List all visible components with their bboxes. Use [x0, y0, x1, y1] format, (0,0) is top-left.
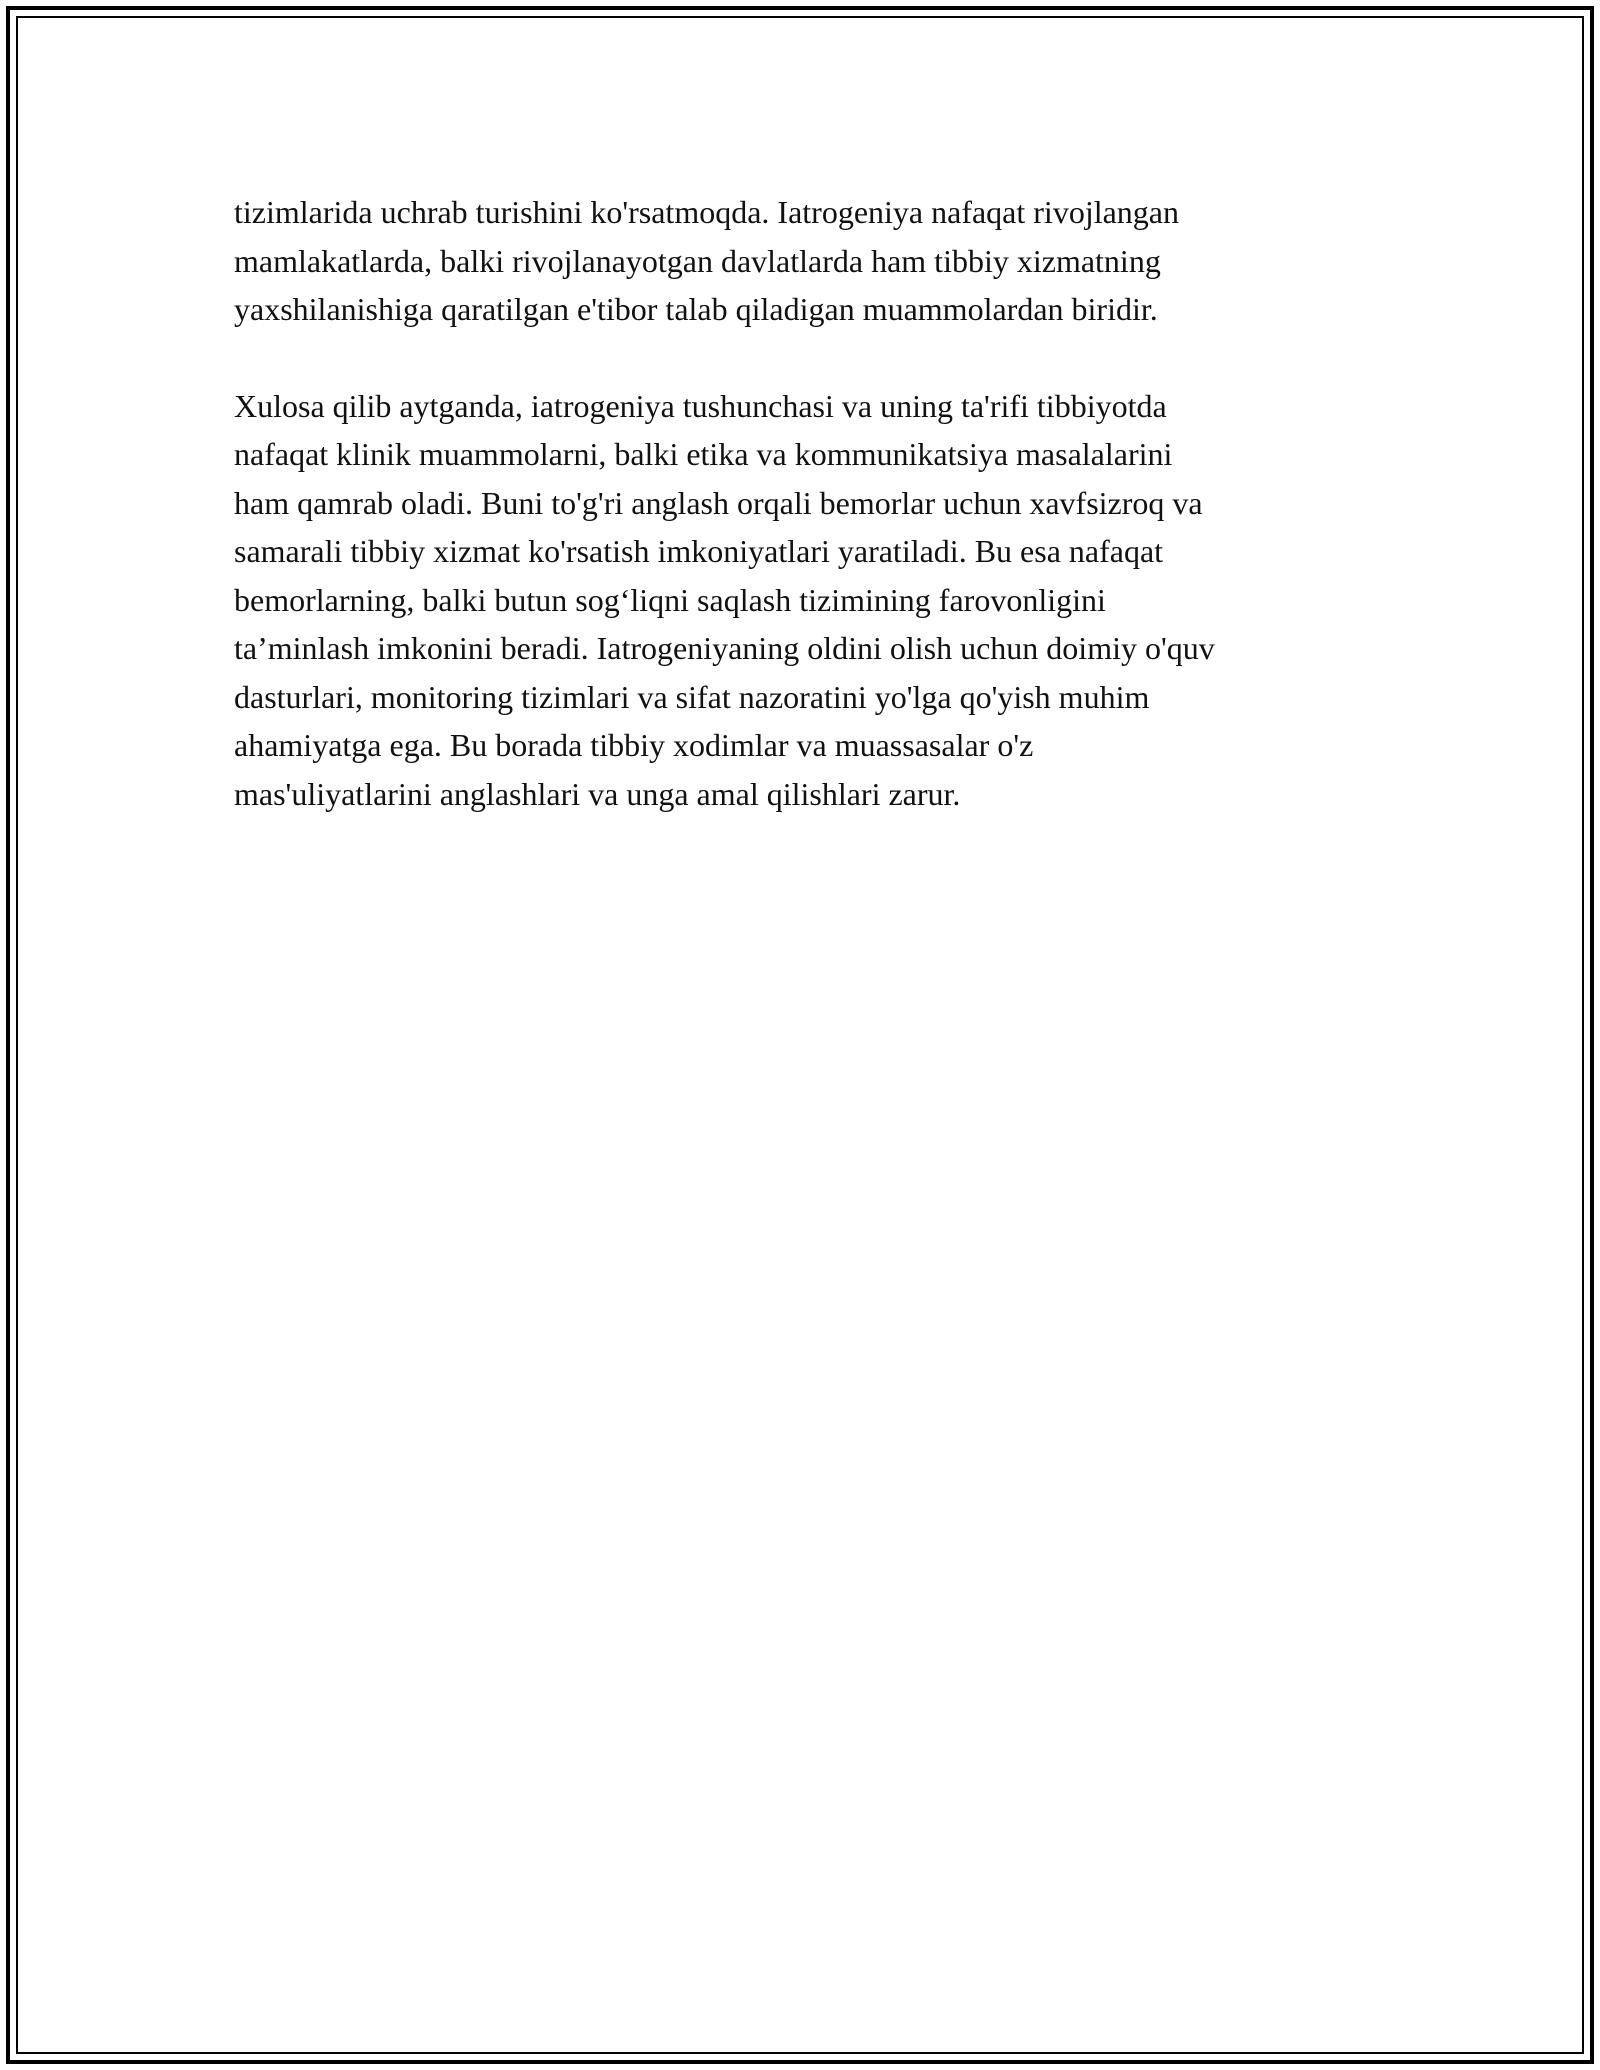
text-line: ham qamrab oladi. Buni to'g'ri anglash orqali bemorlar uchun xavfsizroq va [234, 484, 1203, 521]
document-page [6, 6, 1594, 2064]
text-line: mamlakatlarda, balki rivojlanayotgan davlatlarda ham tibbiy xizmatning [234, 242, 1161, 279]
paragraph-2 [234, 382, 1394, 819]
text-line: nafaqat klinik muammolarni, balki etika va kommunikatsiya masalalarini [234, 436, 1173, 472]
text-line: tizimlarida uchrab turishini ko'rsatmoqda. Iatrogeniya nafaqat rivojlangan [234, 194, 1179, 230]
text-line: samarali tibbiy xizmat ko'rsatish imkoniyatlari yaratiladi. Bu esa nafaqat [234, 533, 1164, 569]
text-line: bemorlarning, balki butun sog‘liqni saqlash tizimining farovonligini [234, 581, 1106, 618]
text-line: ta’minlash imkonini beradi. Iatrogeniyaning oldini olish uchun doimiy o'quv [234, 630, 1215, 666]
document-body [234, 188, 1394, 818]
text-line: Xulosa qilib aytganda, iatrogeniya tushunchasi va uning ta'rifi tibbiyotda [234, 387, 1167, 424]
text-line: mas'uliyatlarini anglashlari va unga amal qilishlari zarur. [234, 775, 961, 812]
text-line: dasturlari, monitoring tizimlari va sifat nazoratini yo'lga qo'yish muhim [234, 678, 1150, 715]
text-line: yaxshilanishiga qaratilgan e'tibor talab qiladigan muammolardan biridir. [234, 291, 1158, 327]
paragraph-1 [234, 188, 1394, 334]
text-line: ahamiyatga ega. Bu borada tibbiy xodimlar va muassasalar o'z [234, 727, 1034, 763]
